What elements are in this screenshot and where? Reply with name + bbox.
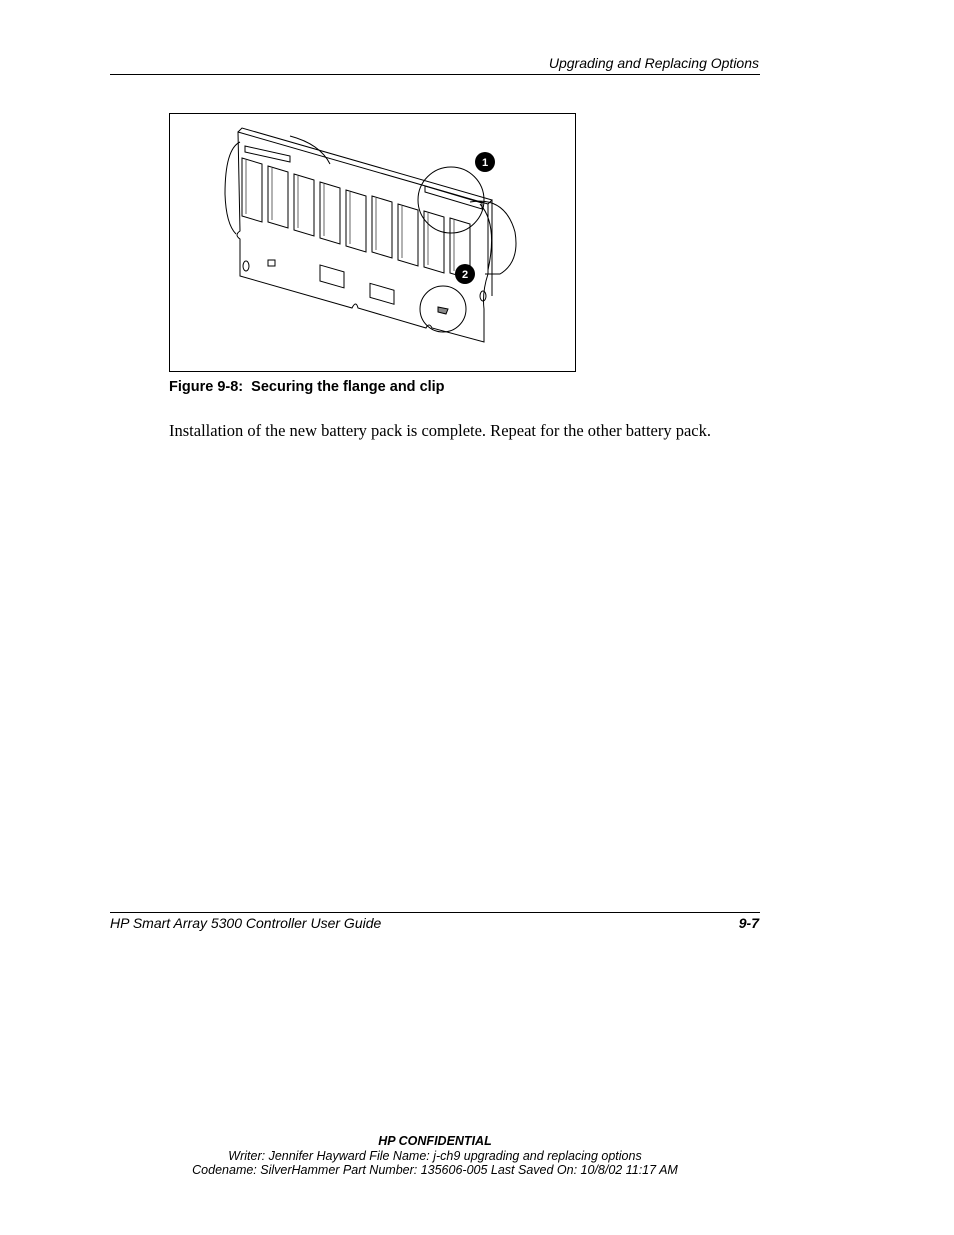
confidential-codename-line: Codename: SilverHammer Part Number: 135606-005 Last Saved On: 10/8/02 11:17 AM <box>192 1163 678 1177</box>
footer-guide-title: HP Smart Array 5300 Controller User Guide <box>110 915 382 931</box>
callout-2-label: 2 <box>461 269 469 281</box>
figure-caption: Figure 9-8: Securing the flange and clip <box>169 379 445 395</box>
battery-pack-illustration <box>170 114 574 370</box>
header-rule <box>110 74 760 75</box>
running-header: Upgrading and Replacing Options <box>548 55 759 71</box>
body-paragraph: Installation of the new battery pack is complete. Repeat for the other battery pack. <box>169 421 712 440</box>
callout-2 <box>455 264 475 284</box>
figure-frame <box>169 113 576 372</box>
confidential-writer-line: Writer: Jennifer Hayward File Name: j-ch9 upgrading and replacing options <box>228 1149 642 1163</box>
callout-1 <box>475 152 495 172</box>
footer-page-number: 9-7 <box>738 915 759 931</box>
confidential-title: HP CONFIDENTIAL <box>378 1134 492 1148</box>
footer-rule <box>110 912 760 913</box>
callout-1-label: 1 <box>481 157 489 169</box>
